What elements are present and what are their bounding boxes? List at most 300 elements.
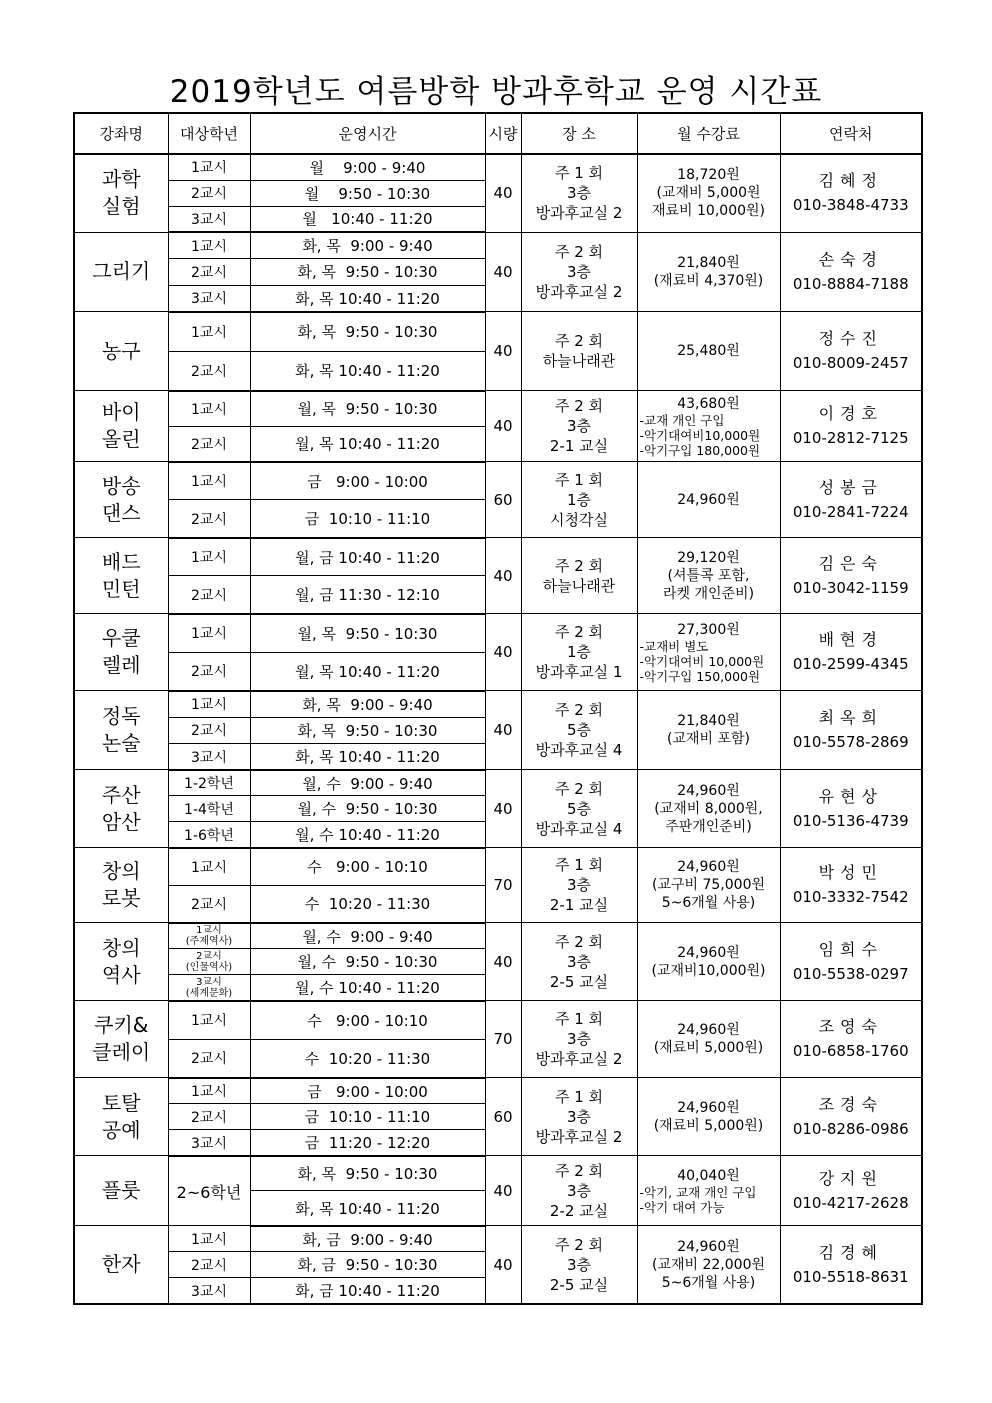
- grade-label: 1교시: [191, 238, 227, 255]
- session-time: 화, 목 10:40 - 11:20: [250, 285, 485, 312]
- place-line: 방과후교실 2: [535, 1050, 623, 1069]
- grade-label: 3교시: [191, 1135, 227, 1152]
- session-time: 월, 목 9:50 - 10:30: [250, 614, 485, 653]
- place: [521, 1156, 637, 1226]
- fee-line: 24,960원: [677, 859, 740, 876]
- fee-line: 5~6개월 사용): [661, 1274, 756, 1291]
- course-name-line: 쿠키&: [94, 1013, 149, 1038]
- place-line: 주 2 회: [554, 397, 604, 416]
- target-grade: [168, 614, 250, 653]
- monthly-fee: [637, 848, 780, 923]
- teacher-name: 성봉금: [818, 477, 883, 497]
- target-grade: [168, 1104, 250, 1130]
- course-name-line: 역사: [101, 962, 141, 987]
- place-line: 2-5 교실: [549, 972, 609, 991]
- teacher-name: 임희수: [818, 939, 883, 959]
- session-time: 월, 수 9:50 - 10:30: [250, 949, 485, 975]
- table-row: [74, 1078, 922, 1104]
- target-grade: [168, 500, 250, 538]
- teacher-name: 김은숙: [818, 553, 883, 573]
- grade-label: 1교시: [191, 626, 227, 643]
- monthly-fee: [637, 691, 780, 770]
- course-name: [74, 232, 168, 312]
- contact: [780, 770, 922, 848]
- column-header: 연락처: [780, 113, 922, 154]
- fee-line: 18,720원: [677, 167, 740, 184]
- grade-label: 2교시: [191, 511, 227, 528]
- place-line: 3층: [566, 876, 592, 895]
- fee-line: 25,480원: [677, 343, 740, 360]
- place: [521, 154, 637, 232]
- session-time: 화, 목 9:50 - 10:30: [250, 312, 485, 352]
- contact: [780, 691, 922, 770]
- course-name: [74, 1078, 168, 1156]
- fee-note: -악기 대여 가능: [639, 1199, 725, 1215]
- place-line: 3층: [566, 1181, 592, 1200]
- fee-note: -악기대여비10,000원: [639, 427, 761, 443]
- fee-line: 24,960원: [677, 944, 740, 961]
- grade-label: 1교시: [191, 1084, 227, 1101]
- session-time: 월, 목 10:40 - 11:20: [250, 652, 485, 691]
- class-minutes: 40: [485, 1226, 521, 1304]
- fee-line: 40,040원: [677, 1167, 740, 1184]
- course-name: [74, 770, 168, 848]
- session-time: 수 10:20 - 11:30: [250, 885, 485, 923]
- teacher-name: 유현상: [818, 786, 883, 806]
- fee-line: (교구비 75,000원: [652, 877, 765, 894]
- place: [521, 1226, 637, 1304]
- fee-line: (교재비 포함): [667, 731, 750, 748]
- fee-line: (교재비10,000원): [651, 962, 766, 979]
- grade-label: 2교시: [191, 587, 227, 604]
- phone-number: 010-2812-7125: [792, 429, 909, 448]
- course-name: [74, 312, 168, 391]
- place: [521, 848, 637, 923]
- place-line: 방과후교실 2: [535, 204, 623, 223]
- grade-label: 2교시: [191, 436, 227, 453]
- contact: [780, 391, 922, 462]
- header-row: [74, 113, 922, 154]
- target-grade: [168, 259, 250, 286]
- course-name-line: 창의: [101, 935, 141, 960]
- class-minutes: 40: [485, 312, 521, 391]
- place-line: 주 2 회: [554, 701, 604, 720]
- place: [521, 232, 637, 312]
- contact: [780, 923, 922, 1001]
- table-row: [74, 1226, 922, 1252]
- teacher-name: 손숙경: [818, 249, 883, 269]
- table-row: [74, 391, 922, 427]
- class-minutes: 70: [485, 848, 521, 923]
- session-time: 금 9:00 - 10:00: [250, 1078, 485, 1104]
- monthly-fee: [637, 1156, 780, 1226]
- course-name-line: 올린: [101, 427, 141, 452]
- table-row: [74, 312, 922, 352]
- fee-line: 5~6개월 사용): [661, 895, 756, 912]
- grade-label: 2교시: [191, 363, 227, 380]
- place: [521, 1078, 637, 1156]
- contact: [780, 1226, 922, 1304]
- grade-label: 3교시: [191, 291, 227, 308]
- course-name: [74, 691, 168, 770]
- target-grade: [168, 462, 250, 500]
- table-row: [74, 1156, 922, 1191]
- fee-line: 27,300원: [677, 621, 740, 638]
- grade-label: 3교시: [191, 749, 227, 766]
- grade-label: 2교시: [196, 950, 222, 962]
- course-name-line: 공예: [101, 1117, 141, 1142]
- place: [521, 312, 637, 391]
- target-grade: [168, 848, 250, 886]
- course-name-line: 논술: [101, 731, 141, 756]
- place-line: 2-1 교실: [549, 437, 609, 456]
- course-name-line: 배드: [101, 549, 141, 574]
- fee-line: (재료비 5,000원): [653, 1040, 764, 1057]
- table-row: [74, 538, 922, 576]
- fee-line: 29,120원: [677, 549, 740, 566]
- session-time: 화, 금 9:50 - 10:30: [250, 1252, 485, 1278]
- table-row: [74, 923, 922, 949]
- grade-label: 1교시: [191, 324, 227, 341]
- session-time: 화, 목 10:40 - 11:20: [250, 351, 485, 391]
- grade-label: 2교시: [191, 896, 227, 913]
- session-time: 월, 수 9:50 - 10:30: [250, 796, 485, 822]
- phone-number: 010-8286-0986: [792, 1119, 909, 1138]
- place: [521, 770, 637, 848]
- place-line: 하늘나래관: [542, 576, 616, 595]
- fee-line: (재료비 4,370원): [653, 272, 764, 289]
- teacher-name: 조영숙: [818, 1017, 883, 1037]
- course-name: [74, 1156, 168, 1226]
- table-row: [74, 1001, 922, 1040]
- place-line: 방과후교실 4: [535, 741, 623, 760]
- place-line: 주 2 회: [554, 932, 604, 951]
- place-line: 3층: [566, 184, 592, 203]
- target-grade: [168, 285, 250, 312]
- class-minutes: 40: [485, 538, 521, 614]
- grade-label: 1교시: [191, 1013, 227, 1030]
- contact: [780, 848, 922, 923]
- session-time: 화, 금 10:40 - 11:20: [250, 1278, 485, 1304]
- phone-number: 010-2841-7224: [792, 502, 909, 521]
- course-name: [74, 154, 168, 232]
- session-time: 수 9:00 - 10:10: [250, 848, 485, 886]
- place-line: 방과후교실 2: [535, 1127, 623, 1146]
- contact: [780, 312, 922, 391]
- class-minutes: 40: [485, 614, 521, 691]
- fee-line: 24,960원: [677, 491, 740, 508]
- phone-number: 010-3848-4733: [792, 196, 909, 215]
- column-header: 시량: [485, 113, 521, 154]
- class-minutes: 40: [485, 691, 521, 770]
- target-grade: [168, 770, 250, 796]
- place-line: 1층: [566, 490, 592, 509]
- target-grade: [168, 538, 250, 576]
- target-grade: [168, 180, 250, 206]
- place-line: 5층: [566, 799, 592, 818]
- phone-number: 010-8009-2457: [792, 354, 909, 373]
- fee-line: 21,840원: [677, 254, 740, 271]
- monthly-fee: [637, 538, 780, 614]
- session-time: 화, 금 9:00 - 9:40: [250, 1226, 485, 1252]
- monthly-fee: [637, 1001, 780, 1078]
- course-name-line: 농구: [101, 338, 141, 363]
- place-line: 2-2 교실: [549, 1201, 609, 1220]
- table-row: [74, 848, 922, 886]
- grade-label: 3교시: [191, 1283, 227, 1300]
- table-row: [74, 154, 922, 180]
- session-time: 월, 수 10:40 - 11:20: [250, 822, 485, 848]
- table-row: [74, 462, 922, 500]
- session-time: 금 10:10 - 11:10: [250, 500, 485, 538]
- target-grade: [168, 923, 250, 949]
- course-name-line: 플룻: [101, 1178, 141, 1203]
- fee-line: 라켓 개인준비): [662, 585, 755, 602]
- session-time: 화, 목 10:40 - 11:20: [250, 1191, 485, 1226]
- teacher-name: 이경호: [818, 404, 883, 424]
- column-header: 강좌명: [74, 113, 168, 154]
- class-minutes: 40: [485, 154, 521, 232]
- class-minutes: 60: [485, 1078, 521, 1156]
- session-time: 화, 목 10:40 - 11:20: [250, 744, 485, 770]
- fee-line: 24,960원: [677, 1022, 740, 1039]
- session-time: 수 9:00 - 10:10: [250, 1001, 485, 1040]
- teacher-name: 조경숙: [818, 1094, 883, 1114]
- target-grade: [168, 206, 250, 232]
- course-name-line: 토탈: [101, 1090, 141, 1115]
- column-header: 장 소: [521, 113, 637, 154]
- course-name: [74, 462, 168, 538]
- place-line: 3층: [566, 1107, 592, 1126]
- monthly-fee: [637, 770, 780, 848]
- class-minutes: 40: [485, 391, 521, 462]
- fee-note: -교재비 별도: [639, 638, 709, 654]
- place-line: 방과후교실 1: [535, 663, 623, 682]
- session-time: 화, 목 9:50 - 10:30: [250, 259, 485, 286]
- place-line: 하늘나래관: [542, 352, 616, 371]
- place-line: 주 1 회: [554, 1087, 604, 1106]
- column-header: 대상학년: [168, 113, 250, 154]
- place: [521, 391, 637, 462]
- contact: [780, 1078, 922, 1156]
- session-time: 화, 목 9:00 - 9:40: [250, 232, 485, 259]
- place-line: 주 1 회: [554, 856, 604, 875]
- contact: [780, 232, 922, 312]
- monthly-fee: [637, 154, 780, 232]
- phone-number: 010-4217-2628: [792, 1193, 909, 1212]
- fee-line: 재료비 10,000원): [652, 203, 765, 220]
- fee-line: (셔틀콕 포함,: [667, 567, 750, 584]
- target-grade: [168, 1130, 250, 1156]
- fee-line: (교재비 5,000원: [656, 185, 761, 202]
- place-line: 3층: [566, 1255, 592, 1274]
- course-name-line: 창의: [101, 859, 141, 884]
- session-time: 월, 수 9:00 - 9:40: [250, 770, 485, 796]
- fee-line: 주판개인준비): [665, 818, 752, 835]
- place-line: 주 2 회: [554, 779, 604, 798]
- target-grade: [168, 744, 250, 770]
- course-name-line: 렐레: [101, 653, 141, 678]
- place-line: 주 2 회: [554, 1235, 604, 1254]
- teacher-name: 정수진: [818, 329, 883, 349]
- target-grade: [168, 975, 250, 1001]
- place: [521, 923, 637, 1001]
- course-name: [74, 923, 168, 1001]
- course-name-line: 민턴: [101, 576, 141, 601]
- course-name-line: 과학: [101, 167, 141, 192]
- fee-line: 24,960원: [677, 782, 740, 799]
- target-grade: [168, 312, 250, 352]
- grade-subject: (인물역사): [185, 961, 233, 973]
- target-grade: [168, 426, 250, 462]
- place-line: 주 2 회: [554, 332, 604, 351]
- teacher-name: 배현경: [818, 630, 883, 650]
- course-name-line: 그리기: [92, 259, 151, 284]
- contact: [780, 614, 922, 691]
- grade-label: 1-6학년: [184, 827, 234, 844]
- table-row: [74, 770, 922, 796]
- session-time: 월, 금 10:40 - 11:20: [250, 538, 485, 576]
- session-time: 화, 목 9:00 - 9:40: [250, 691, 485, 717]
- target-grade: [168, 885, 250, 923]
- place-line: 주 2 회: [554, 623, 604, 642]
- grade-label: 2교시: [191, 1109, 227, 1126]
- session-time: 월 9:00 - 9:40: [250, 154, 485, 180]
- monthly-fee: [637, 923, 780, 1001]
- session-time: 수 10:20 - 11:30: [250, 1039, 485, 1078]
- contact: [780, 1156, 922, 1226]
- course-name-line: 댄스: [101, 500, 141, 525]
- fee-note: -악기, 교재 개인 구입: [639, 1184, 757, 1200]
- place-line: 방과후교실 2: [535, 282, 623, 301]
- grade-label: 1교시: [191, 1231, 227, 1248]
- session-time: 월 9:50 - 10:30: [250, 180, 485, 206]
- contact: [780, 462, 922, 538]
- course-name-line: 실험: [101, 194, 141, 219]
- course-name-line: 바이: [101, 400, 141, 425]
- phone-number: 010-5578-2869: [792, 733, 909, 752]
- contact: [780, 154, 922, 232]
- monthly-fee: [637, 614, 780, 691]
- fee-line: 24,960원: [677, 1238, 740, 1255]
- column-header: 월 수강료: [637, 113, 780, 154]
- place-line: 방과후교실 4: [535, 819, 623, 838]
- target-grade: [168, 1001, 250, 1040]
- target-grade: [168, 949, 250, 975]
- place: [521, 691, 637, 770]
- target-grade: 2~6학년: [168, 1156, 250, 1226]
- target-grade: [168, 351, 250, 391]
- fee-note: -교재 개인 구입: [639, 412, 725, 428]
- fee-line: (교재비 8,000원,: [654, 800, 763, 817]
- fee-line: 21,840원: [677, 713, 740, 730]
- place-line: 2-5 교실: [549, 1275, 609, 1294]
- grade-label: 3교시: [191, 211, 227, 228]
- target-grade: [168, 822, 250, 848]
- grade-label: 2교시: [191, 1257, 227, 1274]
- place-line: 3층: [566, 1030, 592, 1049]
- phone-number: 010-5136-4739: [792, 811, 909, 830]
- target-grade: [168, 796, 250, 822]
- grade-label: 2교시: [191, 723, 227, 740]
- course-name: [74, 614, 168, 691]
- class-minutes: 40: [485, 232, 521, 312]
- table-row: [74, 691, 922, 717]
- fee-line: (재료비 5,000원): [653, 1117, 764, 1134]
- target-grade: [168, 1078, 250, 1104]
- place-line: 시청각실: [550, 510, 608, 529]
- place-line: 3층: [566, 417, 592, 436]
- session-time: 금 11:20 - 12:20: [250, 1130, 485, 1156]
- course-name: [74, 848, 168, 923]
- class-minutes: 40: [485, 770, 521, 848]
- course-name-line: 우쿨: [101, 626, 141, 651]
- course-name-line: 정독: [101, 704, 141, 729]
- monthly-fee: [637, 1078, 780, 1156]
- table-row: [74, 232, 922, 259]
- grade-label: 2교시: [191, 186, 227, 202]
- fee-line: 43,680원: [677, 395, 740, 412]
- place-line: 주 2 회: [554, 556, 604, 575]
- class-minutes: 60: [485, 462, 521, 538]
- grade-label: 1-4학년: [184, 801, 234, 818]
- target-grade: [168, 1278, 250, 1304]
- grade-label: 1교시: [191, 859, 227, 876]
- target-grade: [168, 391, 250, 427]
- fee-line: (교재비 22,000원: [652, 1256, 765, 1273]
- session-time: 월, 목 9:50 - 10:30: [250, 391, 485, 427]
- target-grade: [168, 232, 250, 259]
- contact: [780, 538, 922, 614]
- place: [521, 538, 637, 614]
- monthly-fee: [637, 1226, 780, 1304]
- session-time: 월 10:40 - 11:20: [250, 206, 485, 232]
- phone-number: 010-3332-7542: [792, 888, 909, 907]
- teacher-name: 김혜정: [818, 171, 883, 191]
- course-name: [74, 1226, 168, 1304]
- schedule-table: [73, 112, 923, 1305]
- phone-number: 010-6858-1760: [792, 1042, 909, 1061]
- teacher-name: 김경혜: [818, 1242, 883, 1262]
- phone-number: 010-5518-8631: [792, 1267, 909, 1286]
- place-line: 3층: [566, 952, 592, 971]
- target-grade: [168, 652, 250, 691]
- fee-note: -악기대여비 10,000원: [639, 653, 765, 669]
- table-row: [74, 614, 922, 653]
- target-grade: [168, 154, 250, 180]
- teacher-name: 강지원: [818, 1168, 883, 1188]
- target-grade: [168, 1252, 250, 1278]
- grade-label: 3교시: [196, 976, 222, 988]
- fee-line: 24,960원: [677, 1099, 740, 1116]
- place-line: 3층: [566, 262, 592, 281]
- place-line: 1층: [566, 643, 592, 662]
- grade-label: 2교시: [191, 664, 227, 681]
- fee-note: -악기구입 150,000원: [639, 668, 761, 684]
- place-line: 2-1 교실: [549, 896, 609, 915]
- grade-label: 1교시: [191, 550, 227, 567]
- course-name-line: 주산: [101, 782, 141, 807]
- grade-label: 1교시: [191, 474, 227, 491]
- class-minutes: 40: [485, 1156, 521, 1226]
- column-header: 운영시간: [250, 113, 485, 154]
- place-line: 주 1 회: [554, 1010, 604, 1029]
- grade-label: 2교시: [191, 264, 227, 281]
- monthly-fee: [637, 232, 780, 312]
- course-name-line: 클레이: [92, 1040, 151, 1065]
- monthly-fee: [637, 391, 780, 462]
- class-minutes: 70: [485, 1001, 521, 1078]
